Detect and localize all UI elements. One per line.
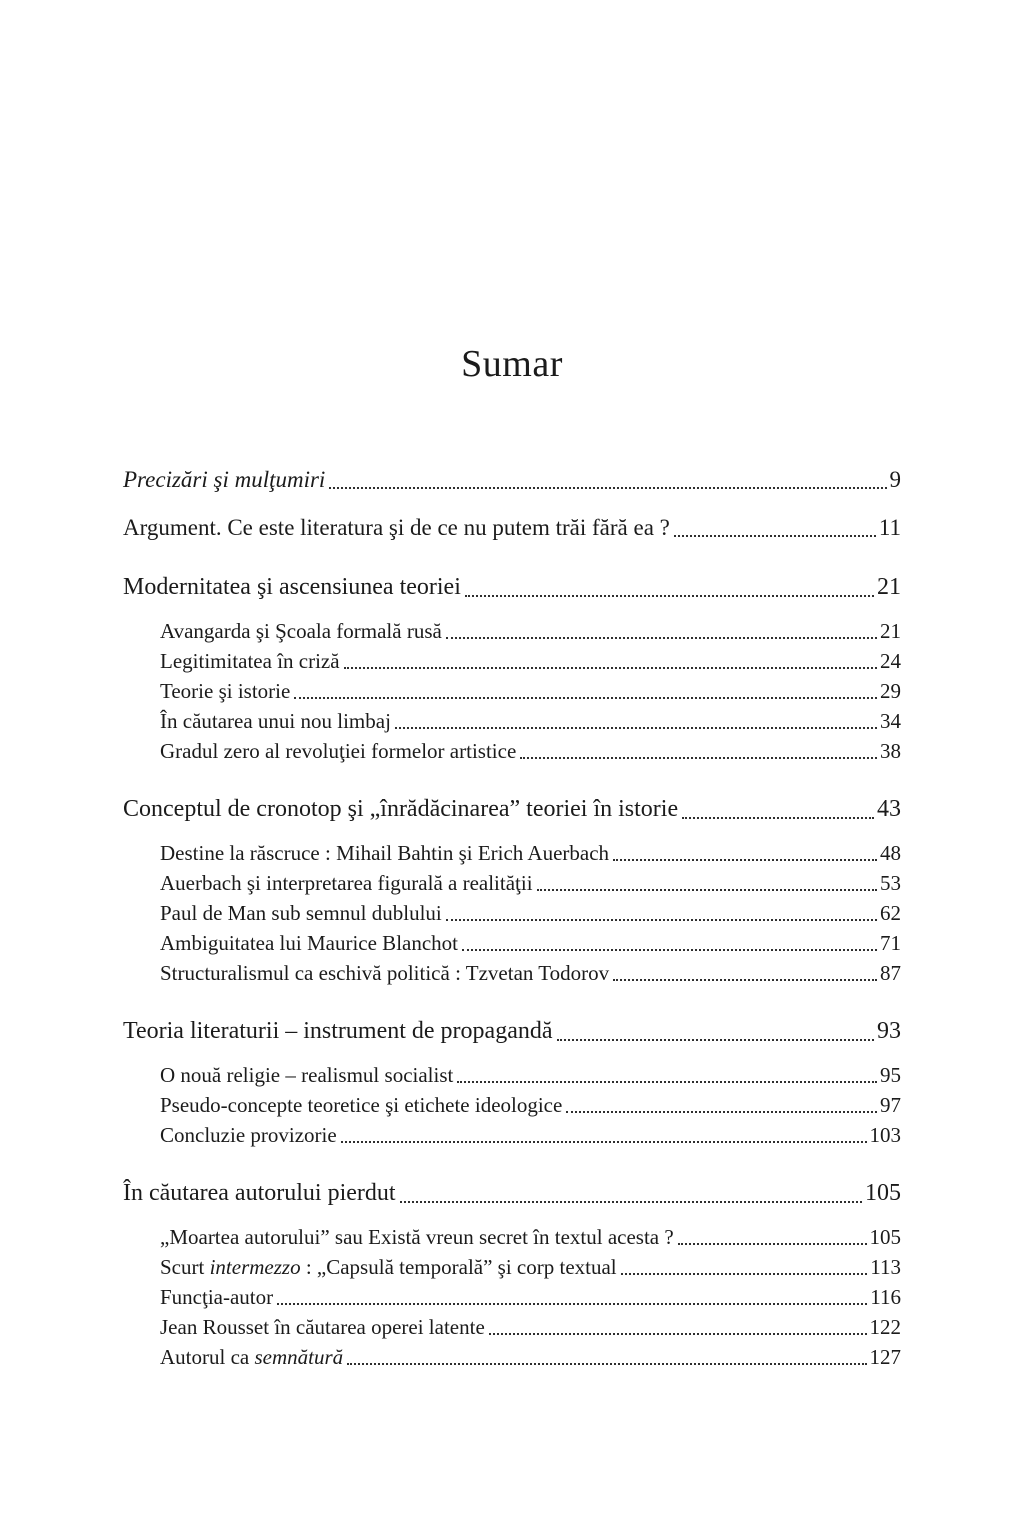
page-title: Sumar	[461, 343, 563, 385]
toc-entry	[123, 736, 901, 766]
dotted-leader	[277, 1303, 867, 1305]
dotted-leader	[489, 1333, 867, 1335]
toc-entry-page: 105	[869, 1224, 901, 1249]
toc-entry-label: Argument. Ce este literatura şi de ce nu putem trăi fără ea ?	[123, 514, 670, 540]
toc-entry-label: Paul de Man sub semnul dublului	[160, 900, 442, 925]
toc-entry	[123, 793, 901, 826]
toc-entry-page: 48	[880, 840, 901, 865]
toc-entry-page: 103	[869, 1122, 901, 1147]
toc-entry-page: 71	[880, 930, 901, 955]
toc-entry	[123, 646, 901, 676]
toc-entry-label: Jean Rousset în căutarea operei latente	[160, 1314, 485, 1339]
dotted-leader	[446, 637, 877, 639]
dotted-leader	[613, 979, 877, 981]
toc-entry-label: „Moartea autorului” sau Există vreun secret în textul acesta ?	[160, 1224, 674, 1249]
toc-entry-page: 122	[869, 1314, 901, 1339]
toc-entry-label: Funcţia-autor	[160, 1284, 274, 1309]
dotted-leader	[344, 667, 877, 669]
dotted-leader	[462, 949, 877, 951]
dotted-leader	[400, 1201, 862, 1203]
dotted-leader	[465, 595, 874, 597]
toc-entry	[123, 928, 901, 958]
toc-entry-page: 87	[880, 960, 901, 985]
dotted-leader	[395, 727, 877, 729]
toc-entry-page: 62	[880, 900, 901, 925]
toc-entry-page: 34	[880, 708, 901, 733]
toc-entry-page: 43	[877, 795, 901, 822]
toc-entry	[123, 512, 901, 544]
toc-entry	[123, 868, 901, 898]
toc-entry-label: Gradul zero al revoluţiei formelor artistice	[160, 738, 517, 763]
toc-entry-page: 127	[869, 1344, 901, 1369]
toc-entry-label: În căutarea unui nou limbaj	[160, 708, 391, 733]
toc-entry-page: 105	[865, 1179, 901, 1206]
toc-entry-page: 97	[880, 1092, 901, 1117]
dotted-leader	[557, 1039, 874, 1041]
dotted-leader	[621, 1273, 868, 1275]
dotted-leader	[457, 1081, 877, 1083]
toc-entry	[123, 1342, 901, 1372]
toc-entry-page: 113	[870, 1254, 901, 1279]
toc-entry-page: 93	[877, 1017, 901, 1044]
dotted-leader	[520, 757, 877, 759]
toc-entry-label: Concluzie provizorie	[160, 1122, 337, 1147]
dotted-leader	[446, 919, 877, 921]
toc-entry	[123, 464, 901, 496]
toc-entry-label: Avangarda şi Şcoala formală rusă	[160, 618, 442, 643]
toc-entry-label: Ambiguitatea lui Maurice Blanchot	[160, 930, 458, 955]
toc-entry	[123, 1312, 901, 1342]
toc-entry-label: Teoria literaturii – instrument de propagandă	[123, 1017, 553, 1044]
toc-entry-page: 53	[880, 870, 901, 895]
dotted-leader	[566, 1111, 877, 1113]
toc-entry	[123, 706, 901, 736]
toc-list	[123, 464, 901, 1372]
toc-entry-label: Destine la răscruce : Mihail Bahtin şi Erich Auerbach	[160, 840, 610, 865]
toc-entry	[123, 1177, 901, 1210]
dotted-leader	[682, 817, 874, 819]
toc-entry	[123, 1252, 901, 1282]
toc-entry-label: Modernitatea şi ascensiunea teoriei	[123, 573, 461, 600]
toc-entry	[123, 571, 901, 604]
toc-entry-label: Conceptul de cronotop şi „înrădăcinarea” teoriei în istorie	[123, 795, 679, 822]
toc-entry-page: 116	[870, 1284, 901, 1309]
toc-entry	[123, 898, 901, 928]
dotted-leader	[678, 1243, 867, 1245]
toc-entry-label: Structuralismul ca eschivă politică : Tzvetan Todorov	[160, 960, 610, 985]
toc-entry-label: Teorie şi istorie	[160, 678, 291, 703]
toc-entry	[123, 676, 901, 706]
toc-entry-label: Scurt intermezzo : „Capsulă temporală” şi corp textual	[160, 1254, 617, 1279]
dotted-leader	[294, 697, 877, 699]
toc-entry	[123, 1060, 901, 1090]
toc-entry	[123, 1282, 901, 1312]
toc-entry-label: În căutarea autorului pierdut	[123, 1179, 396, 1206]
toc-entry-page: 95	[880, 1062, 901, 1087]
toc-entry-page: 21	[877, 573, 901, 600]
dotted-leader	[674, 535, 876, 537]
toc-entry-label: Legitimitatea în criză	[160, 648, 340, 673]
toc-entry-page: 21	[880, 618, 901, 643]
toc-entry	[123, 1120, 901, 1150]
dotted-leader	[329, 487, 886, 489]
toc-entry-page: 38	[880, 738, 901, 763]
toc-entry-page: 29	[880, 678, 901, 703]
toc-entry-label: Pseudo-concepte teoretice şi etichete ideologice	[160, 1092, 563, 1117]
dotted-leader	[341, 1141, 867, 1143]
toc-entry	[123, 958, 901, 988]
toc-entry-page: 9	[889, 466, 901, 492]
toc-entry	[123, 1222, 901, 1252]
dotted-leader	[537, 889, 877, 891]
toc-entry	[123, 838, 901, 868]
dotted-leader	[613, 859, 877, 861]
toc-entry-label: O nouă religie – realismul socialist	[160, 1062, 454, 1087]
toc-entry	[123, 1015, 901, 1048]
toc-entry	[123, 616, 901, 646]
toc-entry-label: Autorul ca semnătură	[160, 1344, 344, 1369]
toc-entry	[123, 1090, 901, 1120]
toc-entry-label: Auerbach şi interpretarea figurală a realităţii	[160, 870, 533, 895]
toc-entry-page: 11	[878, 514, 901, 540]
toc-entry-label: Precizări şi mulţumiri	[123, 466, 326, 492]
toc-entry-page: 24	[880, 648, 901, 673]
dotted-leader	[347, 1363, 866, 1365]
